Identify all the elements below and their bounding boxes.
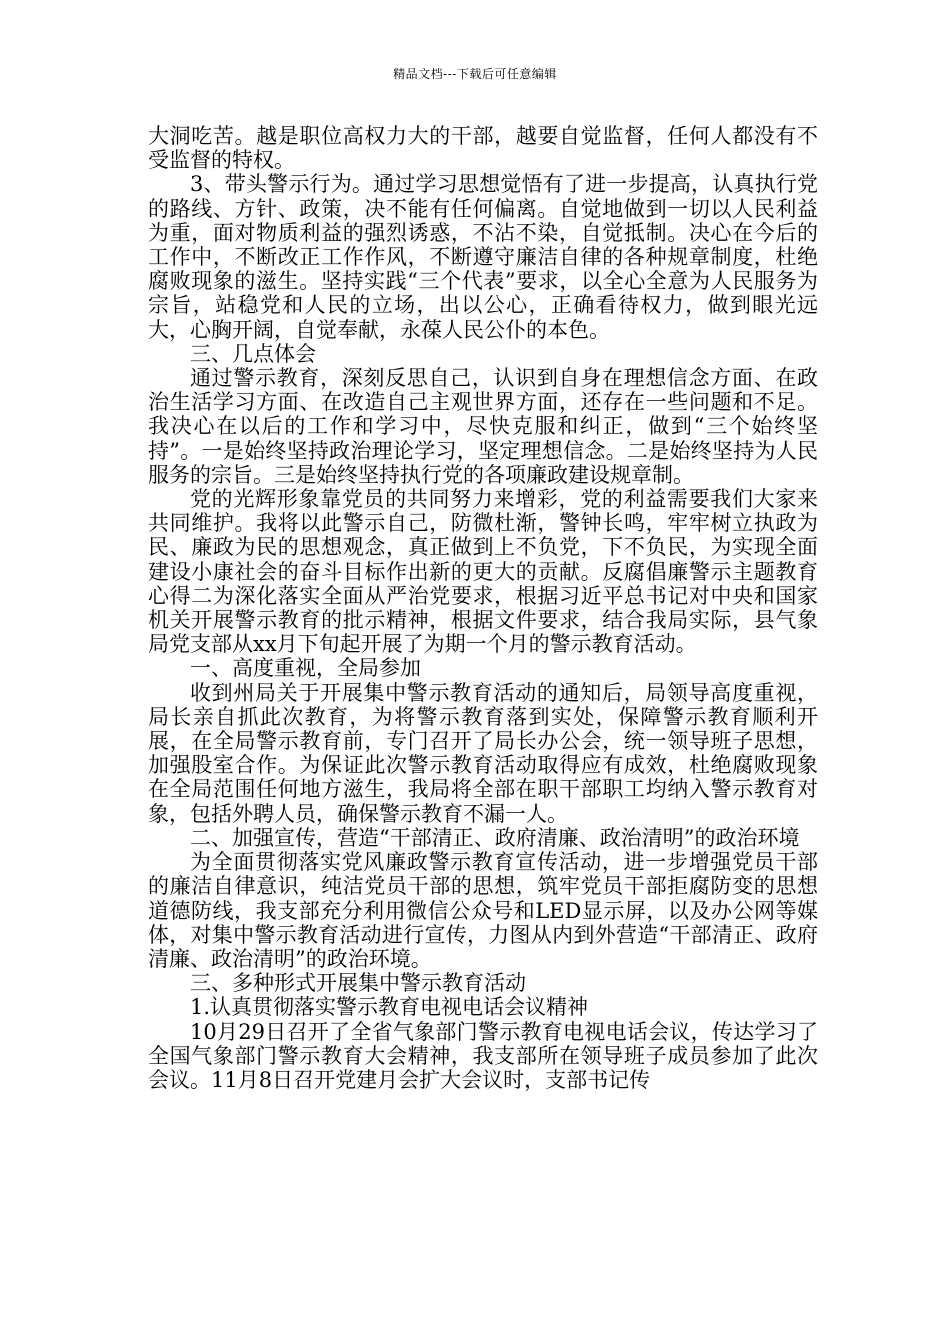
sub-heading: 1.认真贯彻落实警示教育电视电话会议精神: [190, 995, 589, 1020]
paragraph: 通过警示教育，深刻反思自己，认识到自身在理想信念方面、在政治生活学习方面、在改造自己主观世界方面，还存在一些问题和不足。我决心在以后的工作和学习中，尽快克服和纠正，做到“三个始终坚持”。一是始终坚持政治理论学习，坚定理想信念。二是始终坚持为人民服务的宗旨。三是始终坚持执行党的各项廉政建设规章制。: [148, 366, 818, 487]
section-heading: 三、几点体会: [190, 341, 316, 366]
paragraph: 3、带头警示行为。通过学习思想觉悟有了进一步提高，认真执行党的路线、方针、政策，决不能有任何偏离。自觉地做到一切以人民利益为重，面对物质利益的强烈诱惑，不沾不染，自觉抵制。决心在今后的工作中，不断改正工作作风，不断遵守廉洁自律的各种规章制度，杜绝腐败现象的滋生。坚持实践“三个代表”要求，以全心全意为人民服务为宗旨，站稳党和人民的立场，出以公心，正确看待权力，做到眼光远大，心胸开阔，自觉奉献，永葆人民公仆的本色。: [148, 172, 818, 342]
paragraph: 为全面贯彻落实党风廉政警示教育宣传活动，进一步增强党员干部的廉洁自律意识，纯洁党员干部的思想，筑牢党员干部拒腐防变的思想道德防线，我支部充分利用微信公众号和LED显示屏，以及办公网等媒体，对集中警示教育活动进行宣传，力图从内到外营造“干部清正、政府清廉、政治清明”的政治环境。: [148, 850, 818, 971]
paragraph: 收到州局关于开展集中警示教育活动的通知后，局领导高度重视，局长亲自抓此次教育，为将警示教育落到实处，保障警示教育顺利开展，在全局警示教育前，专门召开了局长办公会，统一领导班子思想，加强股室合作。为保证此次警示教育活动取得应有成效，杜绝腐败现象在全局范围任何地方滋生，我局将全部在职干部职工均纳入警示教育对象，包括外聘人员，确保警示教育不漏一人。: [148, 680, 818, 826]
paragraph: 10月29日召开了全省气象部门警示教育电视电话会议，传达学习了全国气象部门警示教育大会精神，我支部所在领导班子成员参加了此次会议。11月8日召开党建月会扩大会议时，支部书记传: [148, 1019, 818, 1092]
paragraph: 大洞吃苦。越是职位高权力大的干部，越要自觉监督，任何人都没有不受监督的特权。: [148, 124, 818, 173]
section-heading: 一、高度重视，全局参加: [190, 656, 421, 681]
paragraph: 党的光辉形象靠党员的共同努力来增彩，党的利益需要我们大家来共同维护。我将以此警示自己，防微杜渐，警钟长鸣，牢牢树立执政为民、廉政为民的思想观念，真正做到上不负党，下不负民，为实现全面建设小康社会的奋斗目标作出新的更大的贡献。反腐倡廉警示主题教育心得二为深化落实全面从严治党要求，根据习近平总书记对中央和国家机关开展警示教育的批示精神，根据文件要求，结合我局实际，县气象局党支部从xx月下旬起开展了为期一个月的警示教育活动。: [148, 487, 818, 657]
section-heading: 二、加强宣传，营造“干部清正、政府清廉、政治清明”的政治环境: [190, 825, 800, 850]
page-header: 精品文档---下载后可任意编辑: [393, 67, 557, 81]
document-body: [148, 124, 818, 1092]
section-heading: 三、多种形式开展集中警示教育活动: [190, 971, 526, 996]
